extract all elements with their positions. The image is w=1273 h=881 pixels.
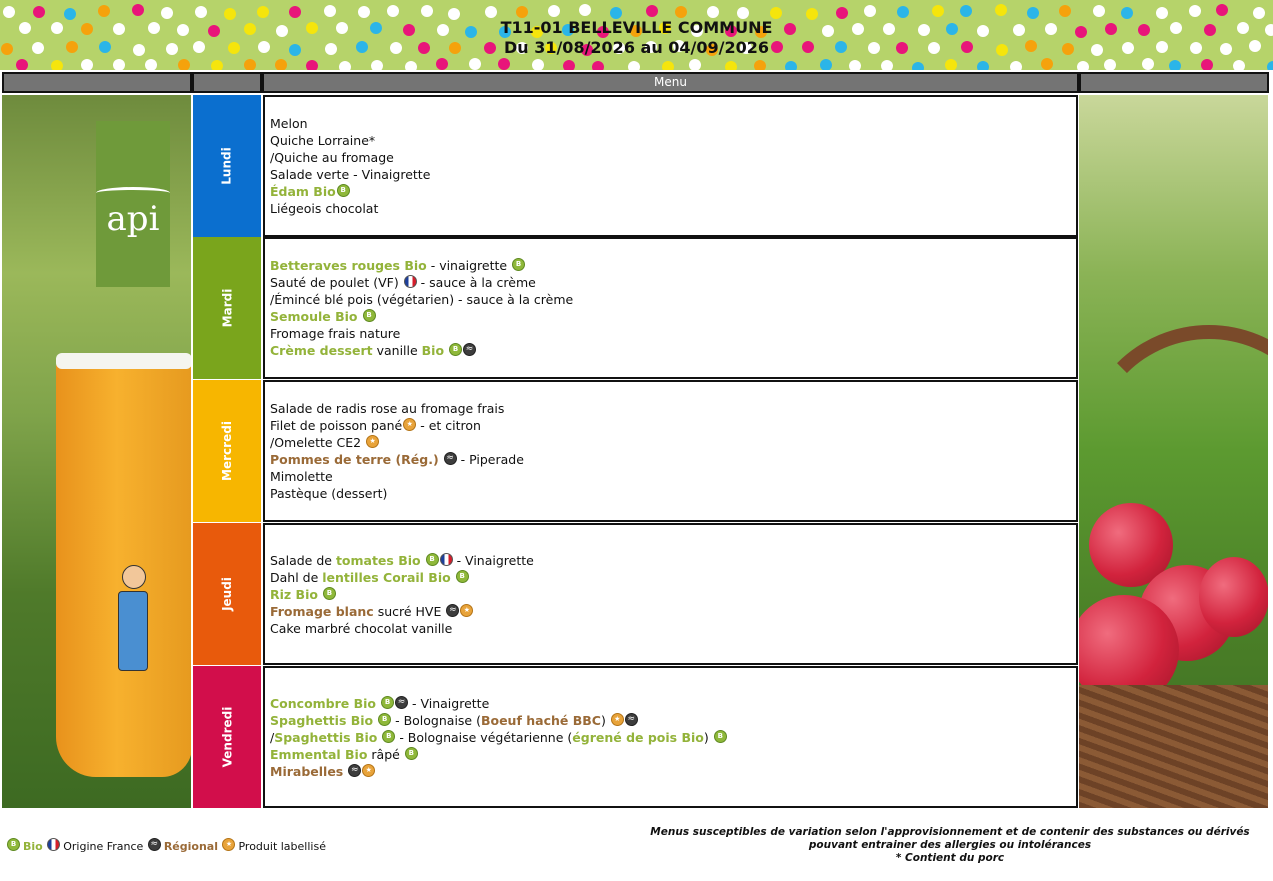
dish-text: ) (600, 713, 610, 728)
confetti-dot (1010, 61, 1022, 70)
bio-dish-text: Semoule Bio (270, 309, 358, 324)
bio-icon (512, 258, 525, 271)
menu-line (270, 434, 1076, 451)
menu-line (270, 569, 1076, 586)
menu-line (270, 485, 1076, 502)
confetti-dot (98, 5, 110, 17)
confetti-dot (548, 5, 560, 17)
dish-text: / (270, 730, 275, 745)
menu-line (270, 342, 1076, 359)
menu-cell-mercredi (263, 380, 1078, 522)
day-label-vendredi (193, 666, 261, 808)
confetti-dot (195, 6, 207, 18)
day-name: Vendredi (219, 706, 234, 768)
confetti-dot (211, 60, 223, 70)
menu-line (270, 325, 1076, 342)
dish-text: - sauce à la crème (416, 275, 536, 290)
confetti-dot (532, 59, 544, 70)
dish-text (358, 309, 362, 324)
dish-text: Salade de (270, 553, 336, 568)
confetti-dot (436, 58, 448, 70)
legend-regional-label: Régional (163, 840, 218, 853)
bio-dish-text: Édam Bio (270, 184, 336, 199)
confetti-dot (1041, 58, 1053, 70)
confetti-dot (1142, 58, 1154, 70)
menu-line (270, 552, 1076, 569)
column-header-right (1079, 72, 1269, 93)
bio-dish-text: Riz Bio (270, 587, 318, 602)
dish-text: - Piperade (456, 452, 524, 467)
dish-text: Pastèque (dessert) (270, 486, 388, 501)
confetti-dot (820, 59, 832, 70)
dish-text: /Quiche au fromage (270, 150, 394, 165)
confetti-dot (912, 62, 924, 70)
confetti-dot (421, 5, 433, 17)
menu-line (270, 603, 1076, 620)
menu-line (270, 468, 1076, 485)
dish-text: - Bolognaise ( (391, 713, 481, 728)
bio-icon (381, 696, 394, 709)
regional-icon (395, 696, 408, 709)
child-illustration (112, 565, 152, 705)
note-line-3: * Contient du porc (895, 852, 1005, 864)
confetti-dot (145, 59, 157, 70)
confetti-dot (1169, 60, 1181, 70)
day-name: Jeudi (219, 577, 234, 611)
bio-icon (7, 838, 20, 851)
dish-text: - Vinaigrette (452, 553, 534, 568)
confetti-dot (324, 5, 336, 17)
dish-text (377, 730, 381, 745)
confetti-dot (725, 61, 737, 70)
menu-line (270, 149, 1076, 166)
dish-text: ) (703, 730, 713, 745)
bio-dish-text: Spaghettis Bio (270, 713, 374, 728)
left-decorative-photo (2, 95, 191, 808)
dish-text: sucré HVE (373, 604, 446, 619)
confetti-dot (371, 60, 383, 70)
regional-dish-text: Mirabelles (270, 764, 344, 779)
confetti-dot (1216, 4, 1228, 16)
dish-text: vanille (372, 343, 422, 358)
dish-text: /Omelette CE2 (270, 435, 366, 450)
regional-icon (348, 764, 361, 777)
day-label-wrapper (193, 237, 261, 379)
dish-text (444, 343, 448, 358)
bio-dish-text: lentilles Corail Bio (322, 570, 451, 585)
menu-line (270, 132, 1076, 149)
menu-line (270, 308, 1076, 325)
regional-icon (444, 452, 457, 465)
regional-icon (148, 838, 161, 851)
menu-line (270, 695, 1076, 712)
note-line-2: pouvant entrainer des allergies ou intolérances (808, 839, 1092, 851)
header-banner (0, 0, 1273, 70)
day-label-wrapper (193, 380, 261, 522)
confetti-dot (178, 59, 190, 70)
confetti-dot (675, 6, 687, 18)
confetti-dot (498, 58, 510, 70)
bio-dish-text: Emmental Bio (270, 747, 368, 762)
column-header-left (2, 72, 192, 93)
api-logo (96, 121, 170, 287)
child-body (118, 591, 148, 671)
bio-icon (378, 713, 391, 726)
confetti-dot (1059, 5, 1071, 17)
dish-text: /Émincé blé pois (végétarien) - sauce à la crème (270, 292, 574, 307)
label-icon (222, 838, 235, 851)
day-label-jeudi (193, 523, 261, 665)
confetti-dot (881, 60, 893, 70)
label-icon (460, 604, 473, 617)
menu-line (270, 183, 1076, 200)
bio-icon (426, 553, 439, 566)
bio-icon (405, 747, 418, 760)
france-flag-icon (404, 275, 417, 288)
bio-dish-text: Spaghettis Bio (274, 730, 378, 745)
bio-dish-text: Crème dessert (270, 343, 373, 358)
confetti-dot (339, 61, 351, 70)
confetti-dot (579, 4, 591, 16)
dish-text: Melon (270, 116, 308, 131)
regional-icon (625, 713, 638, 726)
confetti-dot (897, 6, 909, 18)
menu-cell-lundi (263, 95, 1078, 237)
confetti-dot (485, 6, 497, 18)
dish-text: - Bolognaise végétarienne ( (395, 730, 573, 745)
confetti-dot (628, 61, 640, 70)
confetti-dot (1189, 5, 1201, 17)
dish-text: Sauté de poulet (VF) (270, 275, 403, 290)
confetti-dot (785, 61, 797, 70)
dish-text: Salade verte - Vinaigrette (270, 167, 431, 182)
confetti-dot (707, 6, 719, 18)
bio-dish-text: Bio (421, 343, 445, 358)
confetti-dot (610, 7, 622, 19)
apple-icon (1199, 557, 1268, 637)
school-name: T11-01 BELLEVILLE COMMUNE (500, 18, 773, 37)
regional-icon (463, 343, 476, 356)
confetti-dot (1267, 61, 1273, 70)
confetti-dot (1233, 60, 1245, 70)
allergy-note (640, 826, 1260, 865)
confetti-dot (275, 59, 287, 70)
day-label-wrapper (193, 95, 261, 237)
dish-text: Salade de radis rose au fromage frais (270, 401, 505, 416)
child-head (122, 565, 146, 589)
dish-text: Dahl de (270, 570, 323, 585)
confetti-dot (387, 5, 399, 17)
dish-text (451, 570, 455, 585)
bio-icon (456, 570, 469, 583)
menu-cell-jeudi (263, 523, 1078, 665)
menu-line (270, 763, 1076, 780)
confetti-dot (16, 59, 28, 70)
day-label-wrapper (193, 666, 261, 808)
column-header-menu: Menu (262, 72, 1079, 93)
legend-label-label: Produit labellisé (238, 840, 326, 853)
dish-text: - Vinaigrette (408, 696, 490, 711)
day-name: Mercredi (220, 421, 234, 481)
wicker-basket (1079, 685, 1268, 808)
confetti-dot (945, 59, 957, 70)
confetti-dot (563, 60, 575, 70)
note-line-1: Menus susceptibles de variation selon l'approvisionnement et de contenir des substances ou dérivés (650, 826, 1250, 838)
confetti-dot (864, 5, 876, 17)
menu-line (270, 274, 1076, 291)
dish-text: Cake marbré chocolat vanille (270, 621, 453, 636)
dish-text: Filet de poisson pané (270, 418, 403, 433)
bio-icon (449, 343, 462, 356)
menu-period: Du 31/08/2026 au 04/09/2026 (503, 38, 770, 57)
label-icon (366, 435, 379, 448)
confetti-dot (516, 6, 528, 18)
dish-text (318, 587, 322, 602)
confetti-dot (51, 60, 63, 70)
dish-text (439, 452, 443, 467)
confetti-dot (1104, 59, 1116, 70)
menu-line (270, 400, 1076, 417)
confetti-dot (662, 61, 674, 70)
menu-line (270, 620, 1076, 637)
menu-line (270, 746, 1076, 763)
dish-text (421, 553, 425, 568)
column-header-day (192, 72, 262, 93)
confetti-dot (849, 60, 861, 70)
confetti-dot (592, 61, 604, 70)
confetti-dot (995, 4, 1007, 16)
dish-text: - et citron (416, 418, 481, 433)
day-label-wrapper (193, 523, 261, 665)
dish-text: Mimolette (270, 469, 333, 484)
menu-line (270, 166, 1076, 183)
logo-swoosh (96, 187, 170, 199)
dish-text (373, 713, 377, 728)
dish-text: râpé (367, 747, 404, 762)
confetti-dot (3, 6, 15, 18)
dish-text: Quiche Lorraine* (270, 133, 376, 148)
confetti-dot (1077, 61, 1089, 70)
confetti-dot (932, 5, 944, 17)
confetti-dot (306, 60, 318, 70)
france-flag-icon (440, 553, 453, 566)
confetti-dot (754, 60, 766, 70)
menu-line (270, 291, 1076, 308)
day-label-mardi (193, 237, 261, 379)
day-label-lundi (193, 95, 261, 237)
day-name: Mardi (219, 288, 234, 328)
regional-dish-text: Boeuf haché BBC (480, 713, 601, 728)
regional-icon (446, 604, 459, 617)
confetti-dot (132, 4, 144, 16)
regional-dish-text: Fromage blanc (270, 604, 374, 619)
menu-line (270, 729, 1076, 746)
confetti-dot (289, 6, 301, 18)
dish-text (376, 696, 380, 711)
page-title (0, 18, 1273, 58)
bio-dish-text: Betteraves rouges Bio (270, 258, 427, 273)
menu-line (270, 417, 1076, 434)
menu-line (270, 586, 1076, 603)
confetti-dot (161, 7, 173, 19)
bio-icon (337, 184, 350, 197)
menu-cell-vendredi (263, 666, 1078, 808)
confetti-dot (405, 61, 417, 70)
confetti-dot (81, 59, 93, 70)
bio-icon (714, 730, 727, 743)
bio-dish-text: tomates Bio (335, 553, 421, 568)
bio-dish-text: Concombre Bio (270, 696, 377, 711)
confetti-dot (1201, 59, 1213, 70)
menu-line (270, 451, 1076, 468)
confetti-dot (33, 6, 45, 18)
label-icon (403, 418, 416, 431)
logo-text: api (106, 199, 160, 239)
confetti-dot (836, 7, 848, 19)
legend (6, 838, 326, 854)
confetti-dot (689, 59, 701, 70)
right-decorative-photo (1079, 95, 1268, 808)
confetti-dot (113, 59, 125, 70)
dish-text (343, 764, 347, 779)
dish-text: - vinaigrette (426, 258, 512, 273)
bio-icon (363, 309, 376, 322)
confetti-dot (646, 5, 658, 17)
menu-line (270, 115, 1076, 132)
dish-text: Liégeois chocolat (270, 201, 379, 216)
day-label-mercredi (193, 380, 261, 522)
legend-bio-label: Bio (23, 840, 43, 853)
menu-line (270, 200, 1076, 217)
label-icon (362, 764, 375, 777)
rain-boot-rim (56, 353, 191, 369)
label-icon (611, 713, 624, 726)
confetti-dot (1093, 5, 1105, 17)
bio-dish-text: égrené de pois Bio (572, 730, 704, 745)
regional-dish-text: Pommes de terre (Rég.) (270, 452, 439, 467)
confetti-dot (469, 58, 481, 70)
menu-cell-mardi (263, 237, 1078, 379)
menu-line (270, 712, 1076, 729)
confetti-dot (977, 61, 989, 70)
day-name: Lundi (220, 147, 234, 185)
france-flag-icon (47, 838, 60, 851)
confetti-dot (244, 59, 256, 70)
dish-text: Fromage frais nature (270, 326, 401, 341)
legend-france-label: Origine France (63, 840, 144, 853)
menu-line (270, 257, 1076, 274)
confetti-dot (960, 5, 972, 17)
bio-icon (323, 587, 336, 600)
confetti-dot (257, 6, 269, 18)
confetti-dot (358, 6, 370, 18)
bio-icon (382, 730, 395, 743)
